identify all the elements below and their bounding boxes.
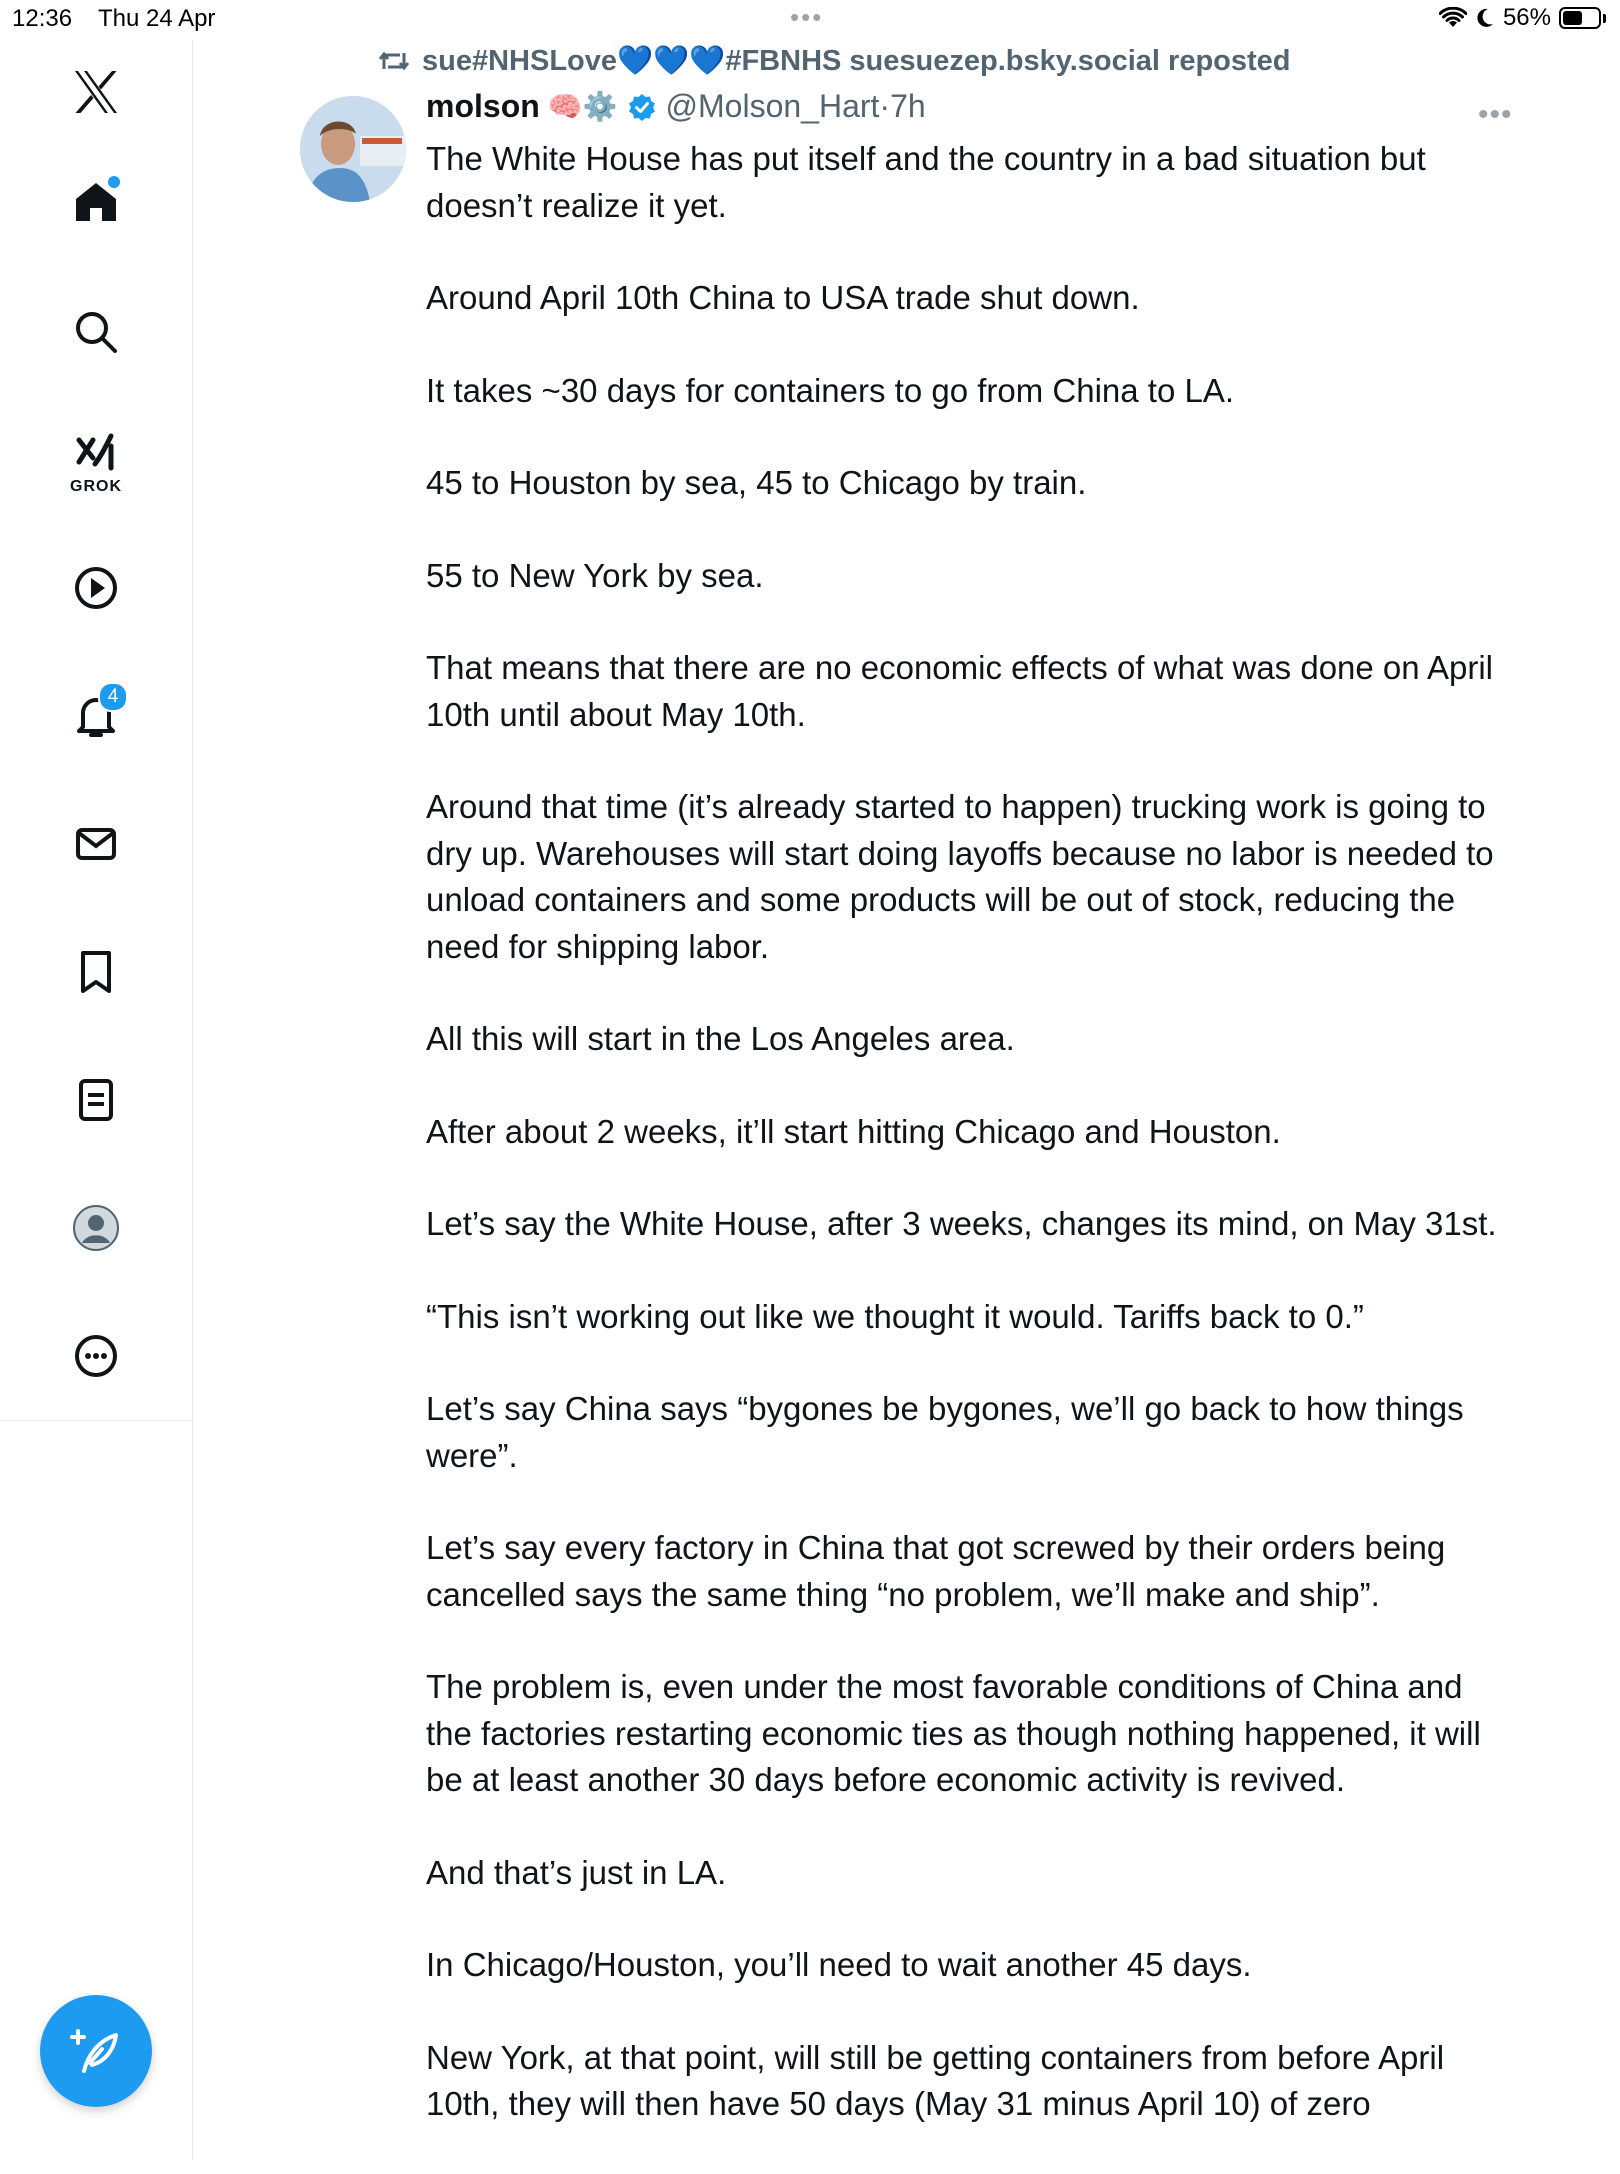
sidebar-divider (0, 1420, 192, 1421)
post-paragraph: In Chicago/Houston, you’ll need to wait another 45 days. (426, 1946, 1252, 1983)
post-paragraph: Around that time (it’s already started to happen) trucking work is going to dry up. Warehouses will start doing layoffs because no labor is needed to unload containers and some products will be out of stock, reducing the need for shipping labor. (426, 788, 1494, 965)
list-icon (71, 1075, 121, 1125)
repost-text: sue#NHSLove💙💙💙#FBNHS suesuezep.bsky.social reposted (422, 45, 1291, 77)
post-paragraph: All this will start in the Los Angeles area. (426, 1020, 1015, 1057)
moon-icon (1475, 7, 1495, 29)
sidebar-item-more[interactable] (56, 1316, 136, 1396)
search-icon (71, 307, 121, 357)
battery-level-fill (1563, 11, 1582, 25)
post-paragraph: The White House has put itself and the country in a bad situation but doesn’t realize it yet. (426, 140, 1426, 224)
battery-icon (1559, 7, 1601, 29)
grok-label: GROK (70, 478, 122, 495)
x-logo-button[interactable] (56, 52, 136, 132)
post-more-icon[interactable]: ••• (1478, 98, 1513, 131)
battery-percent: 56% (1502, 4, 1551, 31)
compose-post-button[interactable] (40, 1995, 152, 2107)
notification-badge: 4 (98, 682, 128, 712)
author-avatar-photo (300, 96, 406, 202)
header-separator: · (879, 88, 891, 124)
sidebar-item-search[interactable] (56, 292, 136, 372)
post-time[interactable]: 7h (890, 88, 926, 124)
battery-nub (1603, 14, 1606, 23)
sidebar-item-home[interactable] (56, 162, 136, 242)
bookmark-icon (71, 947, 121, 997)
post-text (426, 136, 1506, 2174)
author-handle[interactable]: @Molson_Hart (665, 88, 880, 124)
repost-attribution[interactable] (378, 44, 1291, 78)
sidebar-item-video[interactable] (56, 548, 136, 628)
author-name[interactable]: molson (426, 88, 540, 124)
verified-badge-icon (628, 93, 656, 121)
multitasking-dots-icon[interactable]: ••• (790, 2, 824, 32)
post-paragraph: Let’s say China says “bygones be bygones, we’ll go back to how things were”. (426, 1390, 1464, 1474)
sidebar-nav (0, 40, 193, 2160)
status-date: Thu 24 Apr (98, 5, 216, 32)
post-paragraph: It takes ~30 days for containers to go from China to LA. (426, 371, 1235, 409)
post-paragraph: The problem is, even under the most favorable conditions of China and the factories restarting economic ties as though nothing happened, it will be at least another 30 days before economic activity is revived. (426, 1668, 1481, 1798)
more-circle-icon (71, 1331, 121, 1381)
post-paragraph: 55 to New York by sea. (426, 556, 764, 594)
sidebar-item-lists[interactable] (56, 1060, 136, 1140)
author-avatar[interactable] (300, 96, 406, 202)
wifi-icon (1439, 7, 1467, 29)
sidebar-item-profile[interactable] (56, 1188, 136, 1268)
post-paragraph: 45 to Houston by sea, 45 to Chicago by train. (426, 464, 1087, 501)
sidebar-item-messages[interactable] (56, 804, 136, 884)
author-emojis: 🧠⚙️ (547, 91, 618, 122)
avatar-icon (71, 1203, 121, 1253)
status-time: 12:36 (12, 5, 73, 32)
sidebar-item-notifications[interactable] (56, 676, 136, 756)
play-icon (71, 563, 121, 613)
x-logo-icon (71, 67, 121, 117)
sidebar-item-grok[interactable] (56, 420, 136, 500)
post-paragraph: Around April 10th China to USA trade shut down. (426, 279, 1140, 316)
post-paragraph: Let’s say every factory in China that got screwed by their orders being cancelled says the same thing “no problem, we’ll make and ship”. (426, 1529, 1446, 1613)
sidebar-item-bookmarks[interactable] (56, 932, 136, 1012)
post-header (426, 88, 926, 125)
status-bar (0, 0, 1620, 40)
post-paragraph: New York, at that point, will still be getting containers from before April 10th, they will then have 50 days (May 31 minus April 10) of zero (426, 2038, 1445, 2122)
compose-feather-icon (68, 2023, 124, 2079)
post-paragraph: Let’s say the White House, after 3 weeks, changes its mind, on May 31st. (426, 1205, 1497, 1242)
repost-icon (378, 47, 410, 75)
status-indicators (1439, 4, 1606, 32)
post-paragraph: After about 2 weeks, it’ll start hitting Chicago and Houston. (426, 1112, 1281, 1150)
post-paragraph: “This isn’t working out like we thought it would. Tariffs back to 0.” (426, 1297, 1364, 1335)
post-paragraph: That means that there are no economic effects of what was done on April 10th until about May 10th. (426, 649, 1494, 733)
home-unread-dot (108, 176, 120, 188)
grok-icon (71, 428, 121, 478)
post-paragraph: And that’s just in LA. (426, 1853, 727, 1891)
envelope-icon (71, 819, 121, 869)
